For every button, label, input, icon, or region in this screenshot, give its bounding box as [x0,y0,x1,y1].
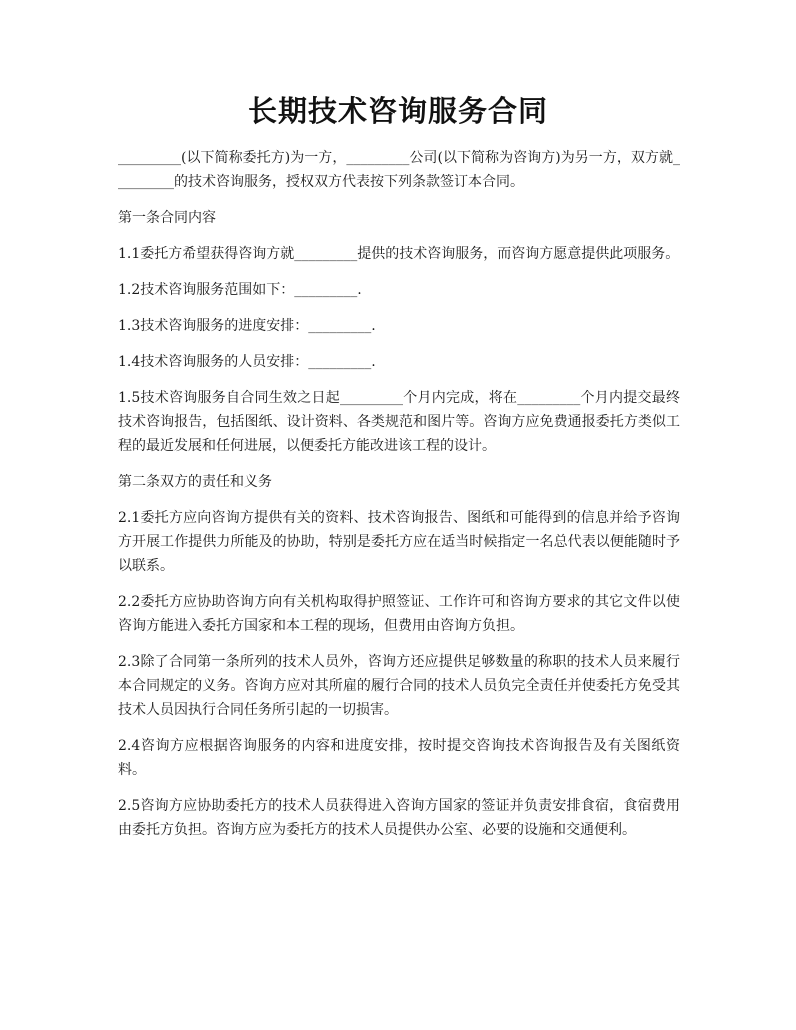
intro-paragraph: _________(以下简称委托方)为一方，_________公司(以下简称为咨询方)为另一方，双方就_________的技术咨询服务，授权双方代表按下列条款签订本合同。 [118,150,680,190]
section-heading-1: 第一条合同内容 [118,210,216,226]
clause-2-4: 2.4咨询方应根据咨询服务的内容和进度安排，按时提交咨询技术咨询报告及有关图纸资料。 [118,738,680,778]
clause-1-1: 1.1委托方希望获得咨询方就_________提供的技术咨询服务，而咨询方愿意提供此项服务。 [118,246,680,262]
clause-2-3: 2.3除了合同第一条所列的技术人员外，咨询方还应提供足够数量的称职的技术人员来履行本合同规定的义务。咨询方应对其所雇的履行合同的技术人员负完全责任并使委托方免受其技术人员因执行合同任务所引起的一切损害。 [118,654,680,718]
clause-2-1: 2.1委托方应向咨询方提供有关的资料、技术咨询报告、图纸和可能得到的信息并给予咨询方开展工作提供力所能及的协助，特别是委托方应在适当时候指定一名总代表以便能随时予以联系。 [118,510,680,574]
document-body [118,146,680,854]
clause-1-4: 1.4技术咨询服务的人员安排：_________. [118,354,376,370]
clause-1-5: 1.5技术咨询服务自合同生效之日起_________个月内完成，将在_________个月内提交最终技术咨询报告，包括图纸、设计资料、各类规范和图片等。咨询方应免费通报委托方类似工程的最近发展和任何进展，以便委托方能改进该工程的设计。 [118,390,680,454]
clause-2-5: 2.5咨询方应协助委托方的技术人员获得进入咨询方国家的签证并负责安排食宿，食宿费用由委托方负担。咨询方应为委托方的技术人员提供办公室、必要的设施和交通便利。 [118,798,680,838]
section-heading-2: 第二条双方的责任和义务 [118,474,272,490]
clause-1-3: 1.3技术咨询服务的进度安排：_________. [118,318,376,334]
clause-1-2: 1.2技术咨询服务范围如下：_________. [118,282,362,298]
clause-2-2: 2.2委托方应协助咨询方向有关机构取得护照签证、工作许可和咨询方要求的其它文件以使咨询方能进入委托方国家和本工程的现场，但费用由咨询方负担。 [118,594,680,634]
document-title: 长期技术咨询服务合同 [247,94,548,128]
